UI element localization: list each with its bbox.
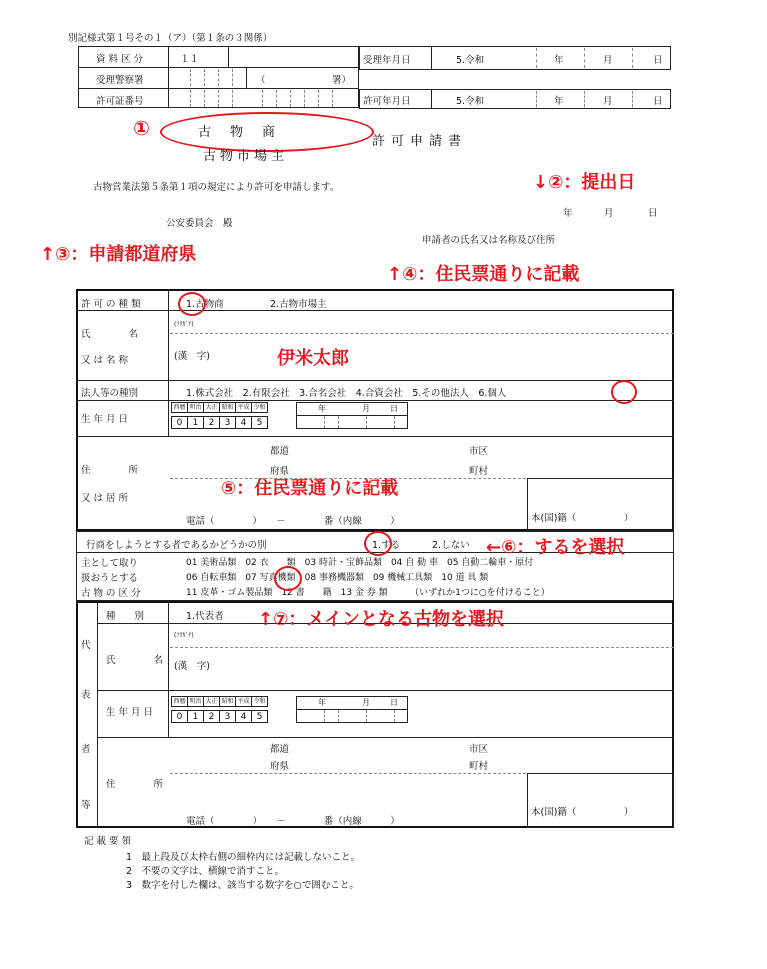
dob-month: 月 <box>362 404 370 413</box>
era-header: 令和 <box>251 696 268 707</box>
permit-month: 月 <box>603 96 613 107</box>
form-header: 別記様式第１号その１（ア）（第１条の３関係） <box>68 33 273 44</box>
receipt-day: 日 <box>653 55 663 66</box>
gyosho-question: 行商をしようとする者であるかどうかの別 <box>86 540 267 551</box>
annotation-1: ① <box>133 116 150 140</box>
category-row-3: 11 皮革・ゴム製品類 12 書 籍 13 金 券 類 （いずれか1つに○を付けること） <box>186 588 550 598</box>
rep-furigana: (ﾌﾘｶﾞﾅ) <box>174 632 194 639</box>
permit-day: 日 <box>653 96 663 107</box>
era-number: 3 <box>219 710 236 723</box>
name-example: 伊米太郎 <box>277 348 349 369</box>
addr-label-2: 又 は 居 所 <box>81 493 129 504</box>
title-suffix: 許可申請書 <box>372 134 468 149</box>
furigana-label: (ﾌﾘｶﾞﾅ) <box>174 321 194 328</box>
era-number: 3 <box>219 416 236 429</box>
permit-type-label: 許 可 の 種 類 <box>81 299 141 310</box>
rep-addr-shiku: 市区 <box>469 744 489 755</box>
permit-date-label: 許可年月日 <box>363 96 411 107</box>
era-header: 昭和 <box>219 402 236 413</box>
era-header: 平成 <box>235 696 252 707</box>
rep-era-header-row <box>171 696 267 707</box>
addr-label-1: 住 所 <box>81 465 139 476</box>
era-number: 4 <box>235 710 252 723</box>
intro-text: 古物営業法第５条第１項の規定により許可を申請します。 <box>93 182 340 193</box>
annotation-3: ↑③：申請都道府県 <box>40 244 197 265</box>
notes-item-2: 2 不要の文字は、横線で消すこと。 <box>126 866 285 877</box>
rep-vertical-1: 代 <box>81 640 91 651</box>
rep-type-1: 1.代表者 <box>186 611 224 622</box>
applicant-line: 申請者の氏名又は名称及び住所 <box>422 235 556 246</box>
addr-chouson: 町村 <box>469 466 489 477</box>
name-label-2: 又 は 名 称 <box>81 355 129 366</box>
category-row-1: 01 美術品類 02 衣 類 03 時計・宝飾品類 04 自 動 車 05 自動二輪車・原付 <box>186 558 534 568</box>
submit-year: 年 <box>563 208 573 219</box>
rep-era-number-row <box>171 710 267 723</box>
era-header: 平成 <box>235 402 252 413</box>
corp-type-circle <box>611 380 637 404</box>
receipt-month: 月 <box>603 55 613 66</box>
rep-addr-fuken: 府県 <box>270 761 290 772</box>
addr-shiku: 市区 <box>469 446 489 457</box>
rep-phone-line: 電話（ ） － 番（内線 ） <box>186 816 400 827</box>
permit-year: 年 <box>554 96 564 107</box>
era-header: 明治 <box>187 402 204 413</box>
era-header: 大正 <box>203 402 220 413</box>
permit-type-1: 1.古物商 <box>186 299 224 310</box>
receipt-date-label: 受理年月日 <box>363 55 411 66</box>
era-number: 2 <box>203 710 220 723</box>
rep-vertical-2: 表 <box>81 690 91 701</box>
gyosho-circle <box>364 531 392 556</box>
shiryo-label: 資 料 区 分 <box>96 54 144 65</box>
category-label-2: 扱おうとする <box>81 573 139 584</box>
rep-dob-year: 年 <box>318 698 326 707</box>
era-header: 大正 <box>203 696 220 707</box>
submit-day: 日 <box>648 208 658 219</box>
addr-fuken: 府県 <box>270 466 290 477</box>
permit-no-label: 許可証番号 <box>96 96 144 107</box>
kanji-label: (漢 字) <box>174 351 210 362</box>
era-number: 5 <box>251 416 268 429</box>
rep-name-label: 氏 名 <box>106 655 164 666</box>
era-number-row <box>171 416 267 429</box>
shiryo-value: １１ <box>180 54 200 65</box>
era-number: 5 <box>251 710 268 723</box>
era-header: 明治 <box>187 696 204 707</box>
addr-todo: 都道 <box>270 446 290 457</box>
rep-addr-todo: 都道 <box>270 744 290 755</box>
dob-year: 年 <box>318 404 326 413</box>
era-header: 昭和 <box>219 696 236 707</box>
title-ichiba: 古物市場主 <box>203 149 289 164</box>
receipt-year: 年 <box>554 55 564 66</box>
police-suffix: （ 署） <box>256 75 352 86</box>
rep-type-label: 種 別 <box>106 611 145 622</box>
name-label-1: 氏 名 <box>81 329 139 340</box>
category-circle <box>274 566 302 591</box>
category-row-2: 06 自転車類 07 写真機類 08 事務機器類 09 機械工具類 10 道 具 類 <box>186 573 489 583</box>
gyosho-option-1: 1.する <box>372 540 401 551</box>
era-header-row <box>171 402 267 413</box>
corp-label: 法人等の種別 <box>81 388 139 399</box>
phone-line: 電話（ ） － 番（内線 ） <box>186 516 400 527</box>
corp-options: 1.株式会社 2.有限会社 3.合名会社 4.合資会社 5.その他法人 6.個人 <box>186 388 507 399</box>
dob-label: 生 年 月 日 <box>81 414 129 425</box>
era-header: 西暦 <box>171 402 188 413</box>
title-kobutsusho: 古 物 商 <box>198 125 279 140</box>
permit-type-circle <box>178 292 206 316</box>
permit-type-2: 2.古物市場主 <box>270 299 327 310</box>
notes-heading: 記 載 要 領 <box>84 836 132 847</box>
notes-item-1: 1 最上段及び太枠右側の細枠内には記載しないこと。 <box>126 852 361 863</box>
rep-dob-month: 月 <box>362 698 370 707</box>
era-header: 西暦 <box>171 696 188 707</box>
era-number: 1 <box>187 416 204 429</box>
era-number: 0 <box>171 710 188 723</box>
receipt-era: 5.令和 <box>456 55 485 66</box>
rep-nationality: 本(国)籍（ ） <box>531 807 634 818</box>
rep-vertical-3: 者 <box>81 744 91 755</box>
police-label: 受理警察署 <box>96 75 144 86</box>
era-number: 1 <box>187 710 204 723</box>
nationality: 本(国)籍（ ） <box>531 513 634 524</box>
gyosho-option-2: 2.しない <box>432 540 470 551</box>
era-number: 2 <box>203 416 220 429</box>
submit-month: 月 <box>604 208 614 219</box>
category-label-1: 主として取り <box>81 558 139 569</box>
era-number: 4 <box>235 416 252 429</box>
annotation-5: ⑤：住民票通りに記載 <box>221 478 399 499</box>
permit-era: 5.令和 <box>456 96 485 107</box>
annotation-4: ↑④：住民票通りに記載 <box>387 264 580 285</box>
rep-dob-label: 生 年 月 日 <box>106 707 154 718</box>
annotation-7: ↑⑦：メインとなる古物を選択 <box>258 609 504 630</box>
rep-dob-day: 日 <box>390 698 398 707</box>
rep-vertical-4: 等 <box>81 800 91 811</box>
category-label-3: 古 物 の 区 分 <box>81 588 141 599</box>
rep-kanji: (漢 字) <box>174 661 210 672</box>
era-header: 令和 <box>251 402 268 413</box>
dob-day: 日 <box>390 404 398 413</box>
notes-item-3: 3 数字を付した欄は、該当する数字を○で囲むこと。 <box>126 880 359 891</box>
annotation-6: ←⑥：するを選択 <box>486 537 625 558</box>
era-number: 0 <box>171 416 188 429</box>
annotation-2: ↓②：提出日 <box>533 172 636 193</box>
rep-addr-label: 住 所 <box>106 779 164 790</box>
addressee: 公安委員会 殿 <box>166 218 233 229</box>
rep-addr-chouson: 町村 <box>469 761 489 772</box>
